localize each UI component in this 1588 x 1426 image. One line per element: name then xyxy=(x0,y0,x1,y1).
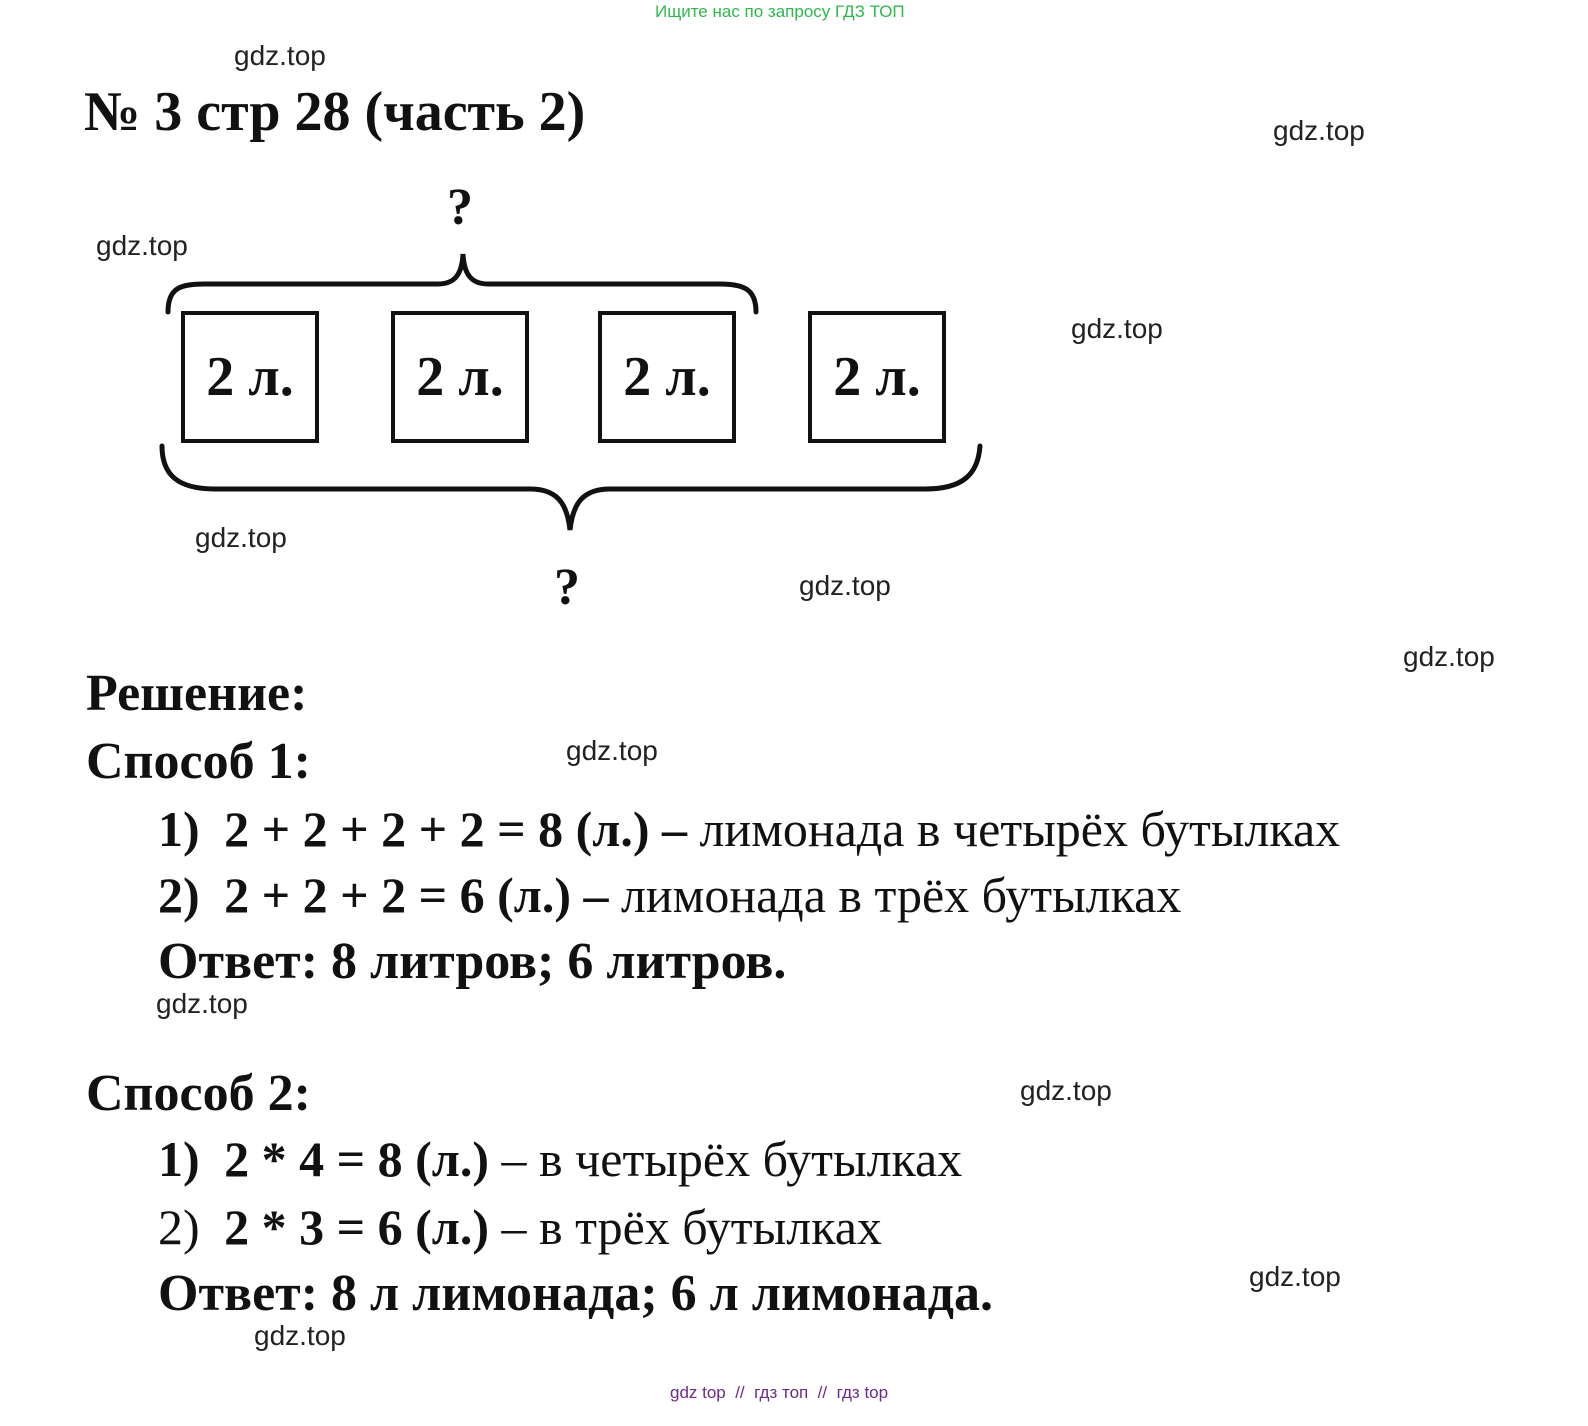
method1-step2 xyxy=(158,866,1181,924)
bottom-question-mark: ? xyxy=(554,559,580,616)
watermark: gdz.top xyxy=(254,1320,346,1351)
watermark: gdz.top xyxy=(96,230,188,261)
method2-answer: Ответ: 8 л лимонада; 6 л лимонада. xyxy=(158,1265,993,1322)
step-description: лимонада в четырёх бутылках xyxy=(686,801,1341,857)
watermark: gdz.top xyxy=(1403,641,1495,672)
method1-heading: Способ 1: xyxy=(86,733,311,790)
watermark: gdz.top xyxy=(566,735,658,766)
watermark: gdz.top xyxy=(1071,313,1163,344)
step-expression: 2 * 3 = 6 (л.) xyxy=(224,1199,489,1255)
step-expression: 2 + 2 + 2 = 6 (л.) – xyxy=(224,867,609,923)
bottle-box: 2 л. xyxy=(808,311,946,443)
bottom-brace xyxy=(162,446,980,530)
diagram-braces xyxy=(0,0,1000,560)
watermark: gdz.top xyxy=(1273,115,1365,146)
step-number: 1) xyxy=(158,1131,200,1187)
step-number: 2) xyxy=(158,1199,200,1255)
bottom-banner: gdz top // гдз топ // гдз top xyxy=(670,1383,889,1402)
bottle-box: 2 л. xyxy=(598,311,736,443)
step-description: лимонада в трёх бутылках xyxy=(608,867,1182,923)
watermark: gdz.top xyxy=(156,988,248,1019)
step-number: 2) xyxy=(158,867,200,923)
method1-step1 xyxy=(158,800,1340,858)
method1-answer: Ответ: 8 литров; 6 литров. xyxy=(158,933,787,990)
step-expression: 2 + 2 + 2 + 2 = 8 (л.) – xyxy=(224,801,687,857)
method2-step2 xyxy=(158,1198,882,1256)
watermark: gdz.top xyxy=(1249,1261,1341,1292)
solution-heading: Решение: xyxy=(86,665,308,722)
method2-step1 xyxy=(158,1130,962,1188)
page-title: № 3 стр 28 (часть 2) xyxy=(84,81,586,143)
watermark: gdz.top xyxy=(234,40,326,71)
step-description: – в четырёх бутылках xyxy=(489,1131,963,1187)
method2-heading: Способ 2: xyxy=(86,1065,311,1122)
step-expression: 2 * 4 = 8 (л.) xyxy=(224,1131,489,1187)
top-question-mark: ? xyxy=(447,179,473,236)
bottle-box: 2 л. xyxy=(391,311,529,443)
bottle-box: 2 л. xyxy=(181,311,319,443)
watermark: gdz.top xyxy=(799,570,891,601)
watermark: gdz.top xyxy=(195,522,287,553)
top-brace xyxy=(168,254,756,312)
top-banner: Ищите нас по запросу ГДЗ ТОП xyxy=(655,2,905,21)
step-description: – в трёх бутылках xyxy=(489,1199,882,1255)
watermark: gdz.top xyxy=(1020,1075,1112,1106)
step-number: 1) xyxy=(158,801,200,857)
